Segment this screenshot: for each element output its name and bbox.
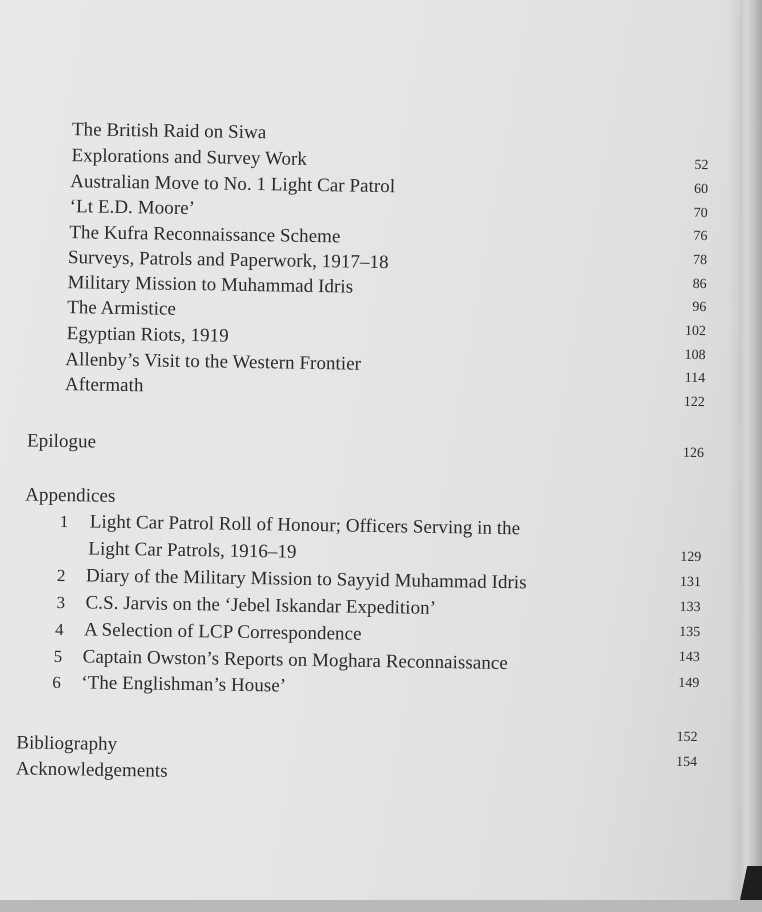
appendix-page-number: 149 xyxy=(678,675,700,692)
toc-page-number: 52 xyxy=(694,157,709,174)
toc-entry-title: The British Raid on Siwa xyxy=(71,119,267,144)
back-matter-page-number: 154 xyxy=(675,754,698,771)
toc-page-number: 60 xyxy=(693,181,709,198)
appendix-number: 2 xyxy=(56,565,66,586)
appendix-title-continued: Light Car Patrols, 1916–19 xyxy=(88,538,297,563)
toc-page-number: 108 xyxy=(684,347,706,364)
toc-epilogue-page: 126 xyxy=(682,445,705,462)
toc-appendices-heading: Appendices xyxy=(25,484,116,507)
appendix-title: C.S. Jarvis on the ‘Jebel Iskandar Expedition’ xyxy=(85,592,437,619)
toc-acknowledgements-title: Acknowledgements xyxy=(15,758,168,782)
toc-entry-title: Australian Move to No. 1 Light Car Patrol xyxy=(69,171,396,198)
appendix-number: 1 xyxy=(59,512,69,532)
appendix-number: 5 xyxy=(53,646,63,667)
appendix-number: 4 xyxy=(54,619,64,640)
toc-page-number: 114 xyxy=(684,370,706,387)
page-edges xyxy=(740,0,762,900)
toc-page-number: 70 xyxy=(693,205,708,222)
toc-entry-title: Military Mission to Muhammad Idris xyxy=(67,272,354,298)
back-matter-page-number: 152 xyxy=(676,729,698,746)
appendix-title: A Selection of LCP Correspondence xyxy=(83,619,362,645)
toc-epilogue-title: Epilogue xyxy=(26,430,97,453)
appendix-page-number: 129 xyxy=(680,549,702,566)
toc-bibliography-title: Bibliography xyxy=(16,732,118,755)
appendix-number: 3 xyxy=(56,592,66,613)
appendix-page-number: 143 xyxy=(678,649,700,666)
appendix-title: Light Car Patrol Roll of Honour; Officers Serving in the xyxy=(89,511,521,540)
toc-entry-title: The Kufra Reconnaissance Scheme xyxy=(69,222,341,248)
toc-entry-title: The Armistice xyxy=(67,297,177,320)
toc-page-number: 76 xyxy=(693,228,708,245)
appendix-page-number: 131 xyxy=(679,574,702,591)
appendix-page-number: 135 xyxy=(679,624,701,641)
appendix-title: ‘The Englishman’s House’ xyxy=(81,672,287,697)
appendix-title: Diary of the Military Mission to Sayyid Muhammad Idris xyxy=(85,565,527,594)
toc-page-number: 102 xyxy=(684,323,706,340)
toc-page-number: 78 xyxy=(692,252,708,269)
appendix-number: 6 xyxy=(52,672,61,693)
appendix-title: Captain Owston’s Reports on Moghara Reconnaissance xyxy=(82,646,508,675)
toc-entry-title: Explorations and Survey Work xyxy=(71,145,308,170)
toc-entry-title: ‘Lt E.D. Moore’ xyxy=(69,196,196,220)
toc-page-number: 122 xyxy=(683,394,705,411)
toc-page-number: 96 xyxy=(692,299,707,316)
toc-entry-title: Aftermath xyxy=(64,374,144,397)
toc-entry-title: Surveys, Patrols and Paperwork, 1917–18 xyxy=(67,247,389,274)
toc-page-number: 86 xyxy=(692,276,707,293)
toc-entry-title: Egyptian Riots, 1919 xyxy=(66,323,229,347)
appendix-page-number: 133 xyxy=(679,599,701,616)
toc-entry-title: Allenby’s Visit to the Western Frontier xyxy=(65,349,362,375)
